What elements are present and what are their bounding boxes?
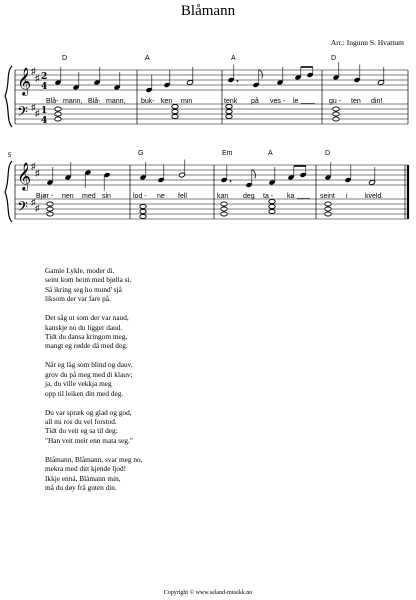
treble-clef-icon: 𝄞: [17, 162, 32, 190]
stanza: [45, 408, 142, 446]
time-signature: 1: [41, 106, 48, 116]
lyric-syllable: på: [251, 98, 259, 105]
verse-line: seint kom heim med bjølla si.: [45, 275, 132, 285]
lyric-syllable: min: [181, 98, 193, 105]
stanza: [45, 455, 142, 493]
stanza: [45, 266, 142, 304]
chord-symbol: G: [138, 150, 144, 157]
barlines: [15, 165, 405, 219]
chord-symbol: A: [268, 150, 273, 157]
key-signature-sharp-icon: ♯: [31, 197, 36, 207]
lyric-syllable: mann,: [106, 98, 126, 105]
chord-symbol: D: [62, 55, 68, 62]
treble-staff: [15, 165, 408, 185]
chord-symbol: D: [331, 55, 337, 62]
lyric-syllable: mann,: [63, 98, 83, 105]
chord-symbol: D: [325, 150, 331, 157]
verse-line: grov du på meg med di klauv;: [45, 369, 133, 379]
verse-line: Gamle Lykle, moder di,: [45, 266, 115, 275]
lyric-syllable: ten: [351, 98, 361, 105]
lyric-syllable: buk-: [141, 98, 155, 105]
lyric-syllable: Blå-: [88, 98, 101, 105]
system-1: [5, 55, 408, 127]
time-signature: 4: [41, 82, 48, 92]
bass-staff: [15, 104, 408, 124]
verse-line: liksom der var fare på.: [45, 294, 111, 304]
key-signature-sharp-icon: ♯: [31, 161, 36, 171]
lyric-syllable: Bjør -: [36, 193, 54, 200]
treble-notes-m5: [46, 162, 110, 191]
verse-line: all mi ros du vel forstod.: [45, 417, 117, 427]
system-2: [5, 150, 408, 222]
verse-line: Tidt du veit eg sa til deg:: [45, 426, 118, 436]
treble-notes-m8: [324, 162, 375, 185]
treble-notes-m4: [332, 62, 384, 85]
lyric-syllable: deg: [243, 193, 255, 200]
verse-line: Du var spræk og glad og god,: [45, 407, 132, 417]
lyric-syllable: le: [293, 98, 299, 105]
lyric-syllable: kan: [217, 193, 229, 200]
verse-line: mekra med ditt kjende ljod!: [45, 464, 127, 474]
verse-line: Tidt du dansa kringom meg,: [45, 332, 128, 342]
song-title: Blåmann: [180, 3, 236, 19]
verse-line: kanskje no du ligger daud.: [45, 322, 123, 332]
time-signature: 4: [41, 116, 48, 126]
lyric-syllable: ken: [161, 98, 173, 105]
bass-staff: [15, 199, 408, 219]
lyric-syllable: ves -: [270, 98, 286, 105]
bass-clef-icon: 𝄢: [17, 199, 28, 219]
time-signature: 2: [41, 72, 48, 82]
lyric-syllable: lod -: [133, 193, 147, 200]
verse-line: "Han veit meir enn mata seg.": [45, 435, 133, 445]
lyric-syllable: nen: [62, 193, 74, 200]
brace-icon: [5, 161, 12, 222]
key-signature-sharp-icon: ♯: [35, 168, 40, 178]
treble-clef-icon: 𝄞: [17, 67, 32, 95]
lyric-syllable: sin: [102, 193, 111, 200]
stanza: [45, 360, 142, 398]
brace-icon: [5, 66, 12, 127]
verse-line: Så ikring seg ho mund' sjå: [45, 284, 122, 294]
verse-line: Det såg ut som der var naud,: [45, 313, 129, 323]
verse-line: ja, du ville vekkja meg: [45, 379, 112, 389]
bass-clef-icon: 𝄢: [17, 104, 28, 124]
key-signature-sharp-icon: ♯: [35, 203, 40, 213]
lyric-syllable: i: [346, 193, 348, 200]
key-signature-sharp-icon: ♯: [35, 73, 40, 83]
lyric-syllable: din!: [371, 98, 383, 105]
treble-notes-m7: [220, 165, 306, 188]
key-signature-sharp-icon: ♯: [31, 102, 36, 112]
lyric-syllable: ne: [157, 193, 165, 200]
lyric-syllable: gu -: [329, 98, 342, 105]
key-signature-sharp-icon: ♯: [35, 108, 40, 118]
verse-line: opp til leiken din med deg.: [45, 388, 124, 398]
verse-line: må du døy frå guten din.: [45, 483, 117, 493]
barlines: [15, 70, 408, 124]
verse-line: mangt eg rødde då med deg.: [45, 341, 128, 351]
treble-notes-m1: [54, 67, 120, 90]
verse-line: Når eg låg som blind og dauv,: [45, 360, 133, 370]
lyric-syllable: tenk: [224, 98, 238, 105]
verse-text: [45, 266, 142, 502]
stanza: [45, 313, 142, 351]
verse-line: Blåmann, Blåmann, svar meg no,: [45, 454, 143, 464]
lyric-syllable: ka: [287, 193, 295, 200]
chord-symbol: A: [231, 55, 236, 62]
lyric-syllable: kveld.: [365, 193, 384, 200]
copyright-footer: Copyright © www.seland-musikk.no: [163, 590, 253, 596]
measure-number: 5: [8, 153, 12, 159]
arranger-credit: Arr.: Ingunn S. Hvattum: [330, 38, 404, 47]
lyric-syllable: med: [82, 193, 96, 200]
chord-symbol: A: [145, 55, 150, 62]
verse-line: Ikkje enná, Blåmann min,: [45, 473, 121, 483]
treble-notes-m3: [227, 65, 313, 88]
key-signature-sharp-icon: ♯: [31, 66, 36, 76]
lyric-syllable: seint: [320, 193, 335, 200]
treble-notes-m6: [139, 160, 185, 183]
chord-symbol: Em: [222, 150, 233, 157]
bass-chords: [55, 104, 339, 121]
lyric-syllable: Blå-: [46, 98, 59, 105]
lyric-syllable: fell: [178, 193, 187, 200]
lyric-syllable: ta -: [263, 193, 274, 200]
